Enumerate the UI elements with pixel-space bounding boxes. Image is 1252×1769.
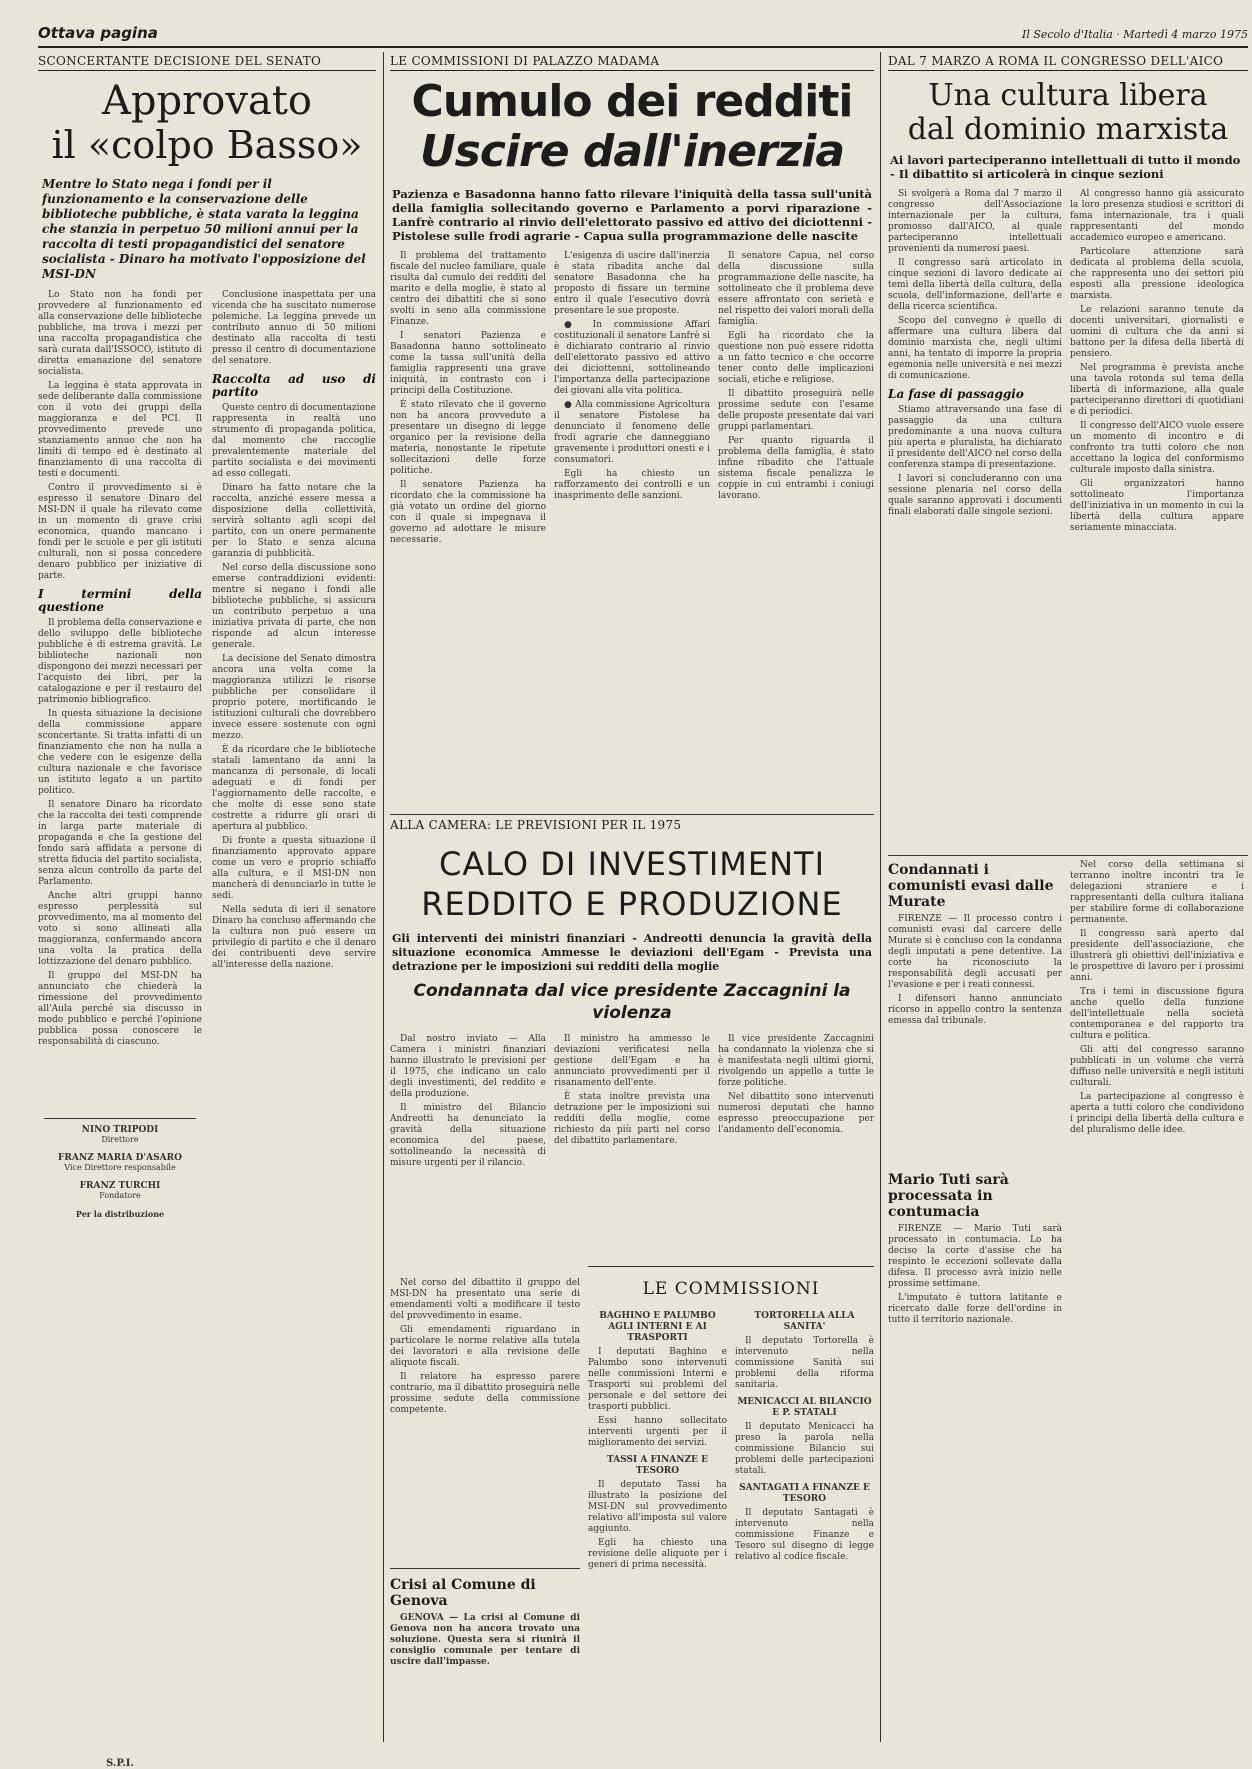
commissioni-title: LE COMMISSIONI [642,1279,820,1299]
commissioni-item-1: BAGHINO E PALUMBO AGLI INTERNI E AI TRASPORTI [599,1311,716,1343]
genova-text: GENOVA — La crisi al Comune di Genova non ha ancora trovato una soluzione. Questa sera si riunirà il consiglio comunale per tentare di uscire dall'impasse. [390,1613,580,1667]
right-headline-line2: dal dominio marxista [907,112,1229,147]
lower-text-col-1: Dal nostro inviato — Alla Camera i ministri finanziari hanno illustrato le previsioni per il 1975, che indicano un calo degli investimenti, del reddito e della produzione. Il ministro del Bilancio Andreotti ha denunciato la gravità della situazione economica del paese, sottolineando la necessità di misure urgenti per il rilancio. [390,1034,546,1168]
lower-kicker: ALLA CAMERA: LE PREVISIONI PER IL 1975 [390,818,682,832]
section-label: Ottava pagina [38,24,158,42]
left-subhead-2: Raccolta ad uso di partito [212,372,376,399]
lower-headline-line2: REDDITO E PRODUZIONE [421,885,843,923]
date-line: Il Secolo d'Italia · Martedì 4 marzo 1975 [1021,28,1248,41]
commissioni-item-5: TASSI A FINANZE E TESORO [607,1455,708,1476]
center-deck: Pazienza e Basadonna hanno fatto rilevare l'iniquità della tassa sull'unità della famiglia sollecitando governo e Parlamento a porvi riparazione - Lanfrè contrario al rinvio dell'elettorato passivo ed attivo dei diciottenni - Pistolese sulle frodi agrarie - Capua sulla programmazione delle nascite [392,187,872,243]
left-kicker: SCONCERTANTE DECISIONE DEL SENATO [38,54,376,71]
lower-deck: Gli interventi dei ministri finanziari - Andreotti denuncia la gravità della situazione economica Ammesse le deviazioni dell'Egam - Prevista una detrazione per le imposizioni sui redditi della moglie [392,932,872,973]
colophon-footer: S.P.I. [106,1758,134,1769]
section-divider [588,1266,874,1267]
column-rule [880,52,881,1742]
left-text-col-1: Lo Stato non ha fondi per provvedere al funzionamento ed alla conservazione delle biblioteche pubbliche, ma trova i mezzi per una raccolta propagandistica che sarà curata dall'ISSOCO, istituto di diretta emanazione del senatore socialista. La leggina è stata approvata in sede deliberante dalla commissione con il voto dei gruppi della maggioranza e del PCI. Il provvedimento prevede uno stanziamento annuo che non ha limiti di tempo ed è destinato al finanziamento di una raccolta di testi e documenti. Contro il provvedimento si è espresso il senatore Dinaro del MSI-DN il quale ha rilevato come in un momento di grave crisi economica, quando mancano i fondi per le scuole e per gli istituti culturali, non si possa concedere denaro pubblico per iniziative di parte. I termini della questione Il problema della conservazione e dello sviluppo delle biblioteche pubbliche è di estrema gravità. Le biblioteche nazionali non dispongono dei mezzi necessari per l'acquisto dei libri, per la catalogazione e per il restauro del patrimonio bibliografico. In questa situazione la decisione della commissione appare sconcertante. Si tratta infatti di un finanziamento che non ha nulla a che vedere con le esigenze della cultura nazionale e che favorisce un istituto legato a un partito politico. Il senatore Dinaro ha ricordato che la raccolta dei testi comprende in larga parte materiale di propaganda e che la gestione del fondo sarà affidata a persone di stretta fiducia del partito socialista, senza alcun controllo da parte del Parlamento. Anche altri gruppi hanno espresso perplessità sul provvedimento, ma al momento del voto si sono allineati alla maggioranza, confermando ancora una volta la pratica della lottizzazione del denaro pubblico. Il gruppo del MSI-DN ha annunciato che chiederà la rimessione del provvedimento all'Aula perché sia discusso in modo pubblico e perché l'opinione pubblica possa conoscere le responsabilità di ciascuno. [38,290,202,1047]
section-divider [390,1568,580,1569]
left-subhead-1: I termini della questione [38,587,202,614]
lower-headline-line1: CALO DI INVESTIMENTI [438,845,826,883]
right-deck: Ai lavori parteciperanno intellettuali di tutto il mondo - Il dibattito si articolerà in cinque sezioni [890,153,1241,181]
center-text-col-3: Il senatore Capua, nel corso della discussione sulla programmazione delle nascite, ha sottolineato che il problema deve essere affrontato con serietà e nel rispetto dei valori morali della famiglia. Egli ha ricordato che la questione non può essere ridotta a un fatto tecnico e che occorre tener conto delle implicazioni sociali, etiche e religiose. Il dibattito proseguirà nelle prossime sedute con l'esame delle proposte presentate dai vari gruppi parlamentari. Per quanto riguarda il problema della famiglia, è stato infine ribadito che l'attuale sistema fiscale penalizza le coppie in cui entrambi i coniugi lavorano. [718,251,874,501]
genova-title: Crisi al Comune di Genova [390,1577,536,1609]
genova-upper-text: Nel corso del dibattito il gruppo del MSI-DN ha presentato una serie di emendamenti volti a modificare il testo del provvedimento in esame. Gli emendamenti riguardano in particolare le norme relative alla tutela dei lavoratori e alla revisione delle aliquote fiscali. Il relatore ha espresso parere contrario, ma il dibattito proseguirà nelle prossime sedute della commissione competente. [390,1278,580,1415]
brief-1-title: Condannati i comunisti evasi dalle Murate [888,862,1054,910]
right-article [888,54,1248,1554]
column-rule [383,52,384,1742]
commissioni-item-2: TORTORELLA ALLA SANITA' [754,1311,855,1332]
colophon [44,1118,196,1769]
center-top-article [390,54,874,691]
center-headline-line1: Cumulo dei redditi [411,76,853,127]
founder-name: FRANZ TURCHI [79,1181,161,1191]
center-text-col-2: L'esigenza di uscire dall'inerzia è stata ribadita anche dal senatore Basadonna che ha proposto di fissare un termine entro il quale l'esecutivo dovrà presentare le sue proposte. ● In commissione Affari costituzionali il senatore Lanfrè si è dichiarato contrario al rinvio dell'elettorato passivo ed attivo dei diciottenni, sottolineando l'importanza della partecipazione dei giovani alla vita politica. ● Alla commissione Agricoltura il senatore Pistolese ha denunciato il fenomeno delle frodi agrarie che danneggiano gravemente i produttori onesti e i consumatori. Egli ha chiesto un rafforzamento dei controlli e un inasprimento delle sanzioni. [554,251,711,501]
commissioni-col-1: BAGHINO E PALUMBO AGLI INTERNI E AI TRASPORTI I deputati Baghino e Palumbo sono intervenuti nelle commissioni Interni e Trasporti sui problemi del personale e del settore dei trasporti pubblici. Essi hanno sollecitato interventi urgenti per il miglioramento dei servizi. TASSI A FINANZE E TESORO Il deputato Tassi ha illustrato la posizione del MSI-DN sul provvedimento relativo all'imposta sul valore aggiunto. Egli ha chiesto una revisione delle aliquote per i generi di prima necessità. [588,1311,727,1570]
commissioni-item-4: SANTAGATI A FINANZE E TESORO [739,1483,870,1504]
distribution-label: Per la distribuzione [75,1209,165,1219]
left-headline-line1: Approvato [102,78,312,124]
lower-article [390,818,874,1244]
brief-column [888,860,1062,1554]
brief-2-text: FIRENZE — Mario Tuti sarà processato in contumacia. Lo ha deciso la corte d'assise che ha respinto le eccezioni sollevate dalla difesa. Il processo avrà inizio nelle prossime settimane. L'imputato è tuttora latitante e ricercato dalle forze dell'ordine in tutto il territorio nazionale. [888,1224,1062,1325]
center-text-col-1: Il problema del trattamento fiscale del nucleo familiare, quale risulta dal cumulo dei redditi del marito e della moglie, è stato al centro dei dibattiti che si sono svolti in seno alla commissione Finanze. I senatori Pazienza e Basadonna hanno sottolineato come la tassa sull'unità della famiglia rappresenti una grave iniquità, in contrasto con i principi della Costituzione. È stato rilevato che il governo non ha ancora provveduto a presentare un disegno di legge organico per la revisione della materia, nonostante le ripetute sollecitazioni delle forze politiche. Il senatore Pazienza ha ricordato che la commissione ha già votato un ordine del giorno con il quale si impegnava il governo ad adottare le misure necessarie. [390,251,546,545]
right-headline-line1: Una cultura libera [928,78,1208,113]
section-divider [390,814,874,815]
right-kicker: DAL 7 MARZO A ROMA IL CONGRESSO DELL'AICO [888,54,1248,71]
genova-article [390,1266,580,1723]
vice-role: Vice Direttore responsabile [64,1163,176,1172]
vice-name: FRANZ MARIA D'ASARO [58,1153,182,1163]
center-headline-line2: Uscire dall'inerzia [419,126,845,177]
left-headline-line2: il «colpo Basso» [51,123,363,167]
brief-1-text: FIRENZE — Il processo contro i comunisti evasi dal carcere delle Murate si è concluso con la condanna degli imputati a pene detentive. La corte ha riconosciuto la responsabilità degli accusati per l'evasione e per i reati connessi. I difensori hanno annunciato ricorso in appello contro la sentenza emessa dal tribunale. [888,914,1062,1026]
founder-role: Fondatore [99,1191,141,1200]
lower-text-col-2: Il ministro ha ammesso le deviazioni verificatesi nella gestione dell'Egam e ha annunciato provvedimenti per il risanamento dell'ente. È stata inoltre prevista una detrazione per le imposizioni sui redditi della moglie, come richiesto da più parti nel corso del dibattito parlamentare. [554,1034,710,1146]
director-role: Direttore [101,1135,139,1144]
left-deck: Mentre lo Stato nega i fondi per il funzionamento e la conservazione delle biblioteche pubbliche, è stata varata la leggina che stanzia in perpetuo 50 milioni annui per la raccolta di testi propagandistici del senatore socialista - Dinaro ha motivato l'opposizione del MSI-DN [42,177,366,281]
right-text-col-2: Al congresso hanno già assicurato la loro presenza studiosi e scrittori di fama internazionale, tra i quali rappresentanti del mondo accademico europeo e americano. Particolare attenzione sarà dedicata al problema della scuola, che rappresenta uno dei settori più esposti alla pressione ideologica marxista. Le relazioni saranno tenute da docenti universitari, giornalisti e uomini di cultura che da anni si battono per la difesa della libertà di pensiero. Nel programma è prevista anche una tavola rotonda sul tema della libertà di informazione, alla quale parteciperanno direttori di quotidiani e di periodici. Il congresso dell'AICO vuole essere un momento di incontro e di confronto tra tutti coloro che non accettano la logica del conformismo culturale imposto dalla sinistra. Gli organizzatori hanno sottolineato l'importanza dell'iniziativa in un momento in cui la libertà della cultura appare seriamente minacciata. [1070,189,1244,533]
section-divider [888,855,1248,856]
right-text-col-1: Si svolgerà a Roma dal 7 marzo il congresso dell'Associazione internazionale per la cultura, promosso dall'AICO, al quale parteciperanno intellettuali provenienti da numerosi paesi. Il congresso sarà articolato in cinque sezioni di lavoro dedicate ai temi della libertà della cultura, della scuola, dell'informazione, dell'arte e della ricerca scientifica. Scopo del convegno è quello di affermare una cultura libera dal dominio marxista che, negli ultimi anni, ha tentato di imporre la propria egemonia nelle università e nei mezzi di comunicazione. La fase di passaggio Stiamo attraversando una fase di passaggio da una cultura predominante a una nuova cultura più aperta e pluralista, ha dichiarato il presidente dell'AICO nel corso della conferenza stampa di presentazione. I lavori si concluderanno con una sessione plenaria nel corso della quale saranno approvati i documenti finali elaborati dalle singole sezioni. [888,189,1062,517]
lower-text-col-3: Il vice presidente Zaccagnini ha condannato la violenza che si è manifestata negli ultimi giorni, rivolgendo un appello a tutte le forze politiche. Nel dibattito sono intervenuti numerosi deputati che hanno espresso preoccupazione per l'andamento dell'economia. [718,1034,874,1135]
masthead [38,24,1248,48]
brief-2-title: Mario Tuti sarà processata in contumacia [888,1172,1009,1220]
commissioni-box [588,1266,874,1751]
newspaper-page [38,18,1248,1769]
director-name: NINO TRIPODI [81,1125,159,1135]
commissioni-item-3: MENICACCI AL BILANCIO E P. STATALI [737,1397,872,1418]
left-text-col-2: Conclusione inaspettata per una vicenda che ha suscitato numerose polemiche. La leggina prevede un contributo annuo di 50 milioni destinato alla raccolta di testi presso il centro di documentazione del senatore. Raccolta ad uso di partito Questo centro di documentazione rappresenta in realtà uno strumento di propaganda politica, dal momento che raccoglie prevalentemente materiale del partito socialista e dei movimenti ad esso collegati. Dinaro ha fatto notare che la raccolta, anziché essere messa a disposizione della collettività, servirà soltanto agli scopi del partito, con un onere permanente per lo Stato e senza alcuna garanzia di pubblicità. Nel corso della discussione sono emerse contraddizioni evidenti: mentre si negano i fondi alle biblioteche pubbliche, si assicura un contributo perpetuo a una iniziativa privata di parte, che non risponde ad alcun interesse generale. La decisione del Senato dimostra ancora una volta come la maggioranza utilizzi le risorse pubbliche per consolidare il proprio potere, mortificando le istituzioni culturali che dovrebbero invece essere sostenute con ogni mezzo. È da ricordare che le biblioteche statali lamentano da anni la mancanza di personale, di locali adeguati e di fondi per l'aggiornamento delle raccolte, e che molte di esse sono state costrette a ridurre gli orari di apertura al pubblico. Di fronte a questa situazione il finanziamento approvato appare come un vero e proprio schiaffo alla cultura, e il MSI-DN non mancherà di denunciarlo in tutte le sedi. Nella seduta di ieri il senatore Dinaro ha concluso affermando che la cultura non può essere un privilegio di partito e che il denaro dei contribuenti deve servire all'interesse della nazione. [212,290,376,970]
right-subhead-1: La fase di passaggio [888,387,1024,401]
center-kicker: LE COMMISSIONI DI PALAZZO MADAMA [390,54,874,71]
commissioni-col-2: TORTORELLA ALLA SANITA' Il deputato Tortorella è intervenuto nella commissione Sanità sui problemi della riforma sanitaria. MENICACCI AL BILANCIO E P. STATALI Il deputato Menicacci ha preso la parola nella commissione Bilancio sui problemi delle partecipazioni statali. SANTAGATI A FINANZE E TESORO Il deputato Santagati è intervenuto nella commissione Finanze e Tesoro sul disegno di legge relativo al codice fiscale. [735,1311,874,1562]
right-lower-text: Nel corso della settimana si terranno inoltre incontri tra le delegazioni straniere e i rappresentanti della cultura italiana per stabilire forme di collaborazione permanente. Il congresso sarà aperto dal presidente dell'associazione, che illustrerà gli obiettivi dell'iniziativa e le prospettive di lavoro per i prossimi anni. Tra i temi in discussione figura anche quello della funzione dell'intellettuale nella società contemporanea e del rapporto tra cultura e politica. Gli atti del congresso saranno pubblicati in un volume che verrà diffuso nelle università e negli istituti culturali. La partecipazione al congresso è aperta a tutti coloro che condividono i principi della libertà della cultura e del pluralismo delle idee. [1070,860,1244,1135]
lower-subtitle: Condannata dal vice presidente Zaccagnini la violenza [413,981,851,1023]
